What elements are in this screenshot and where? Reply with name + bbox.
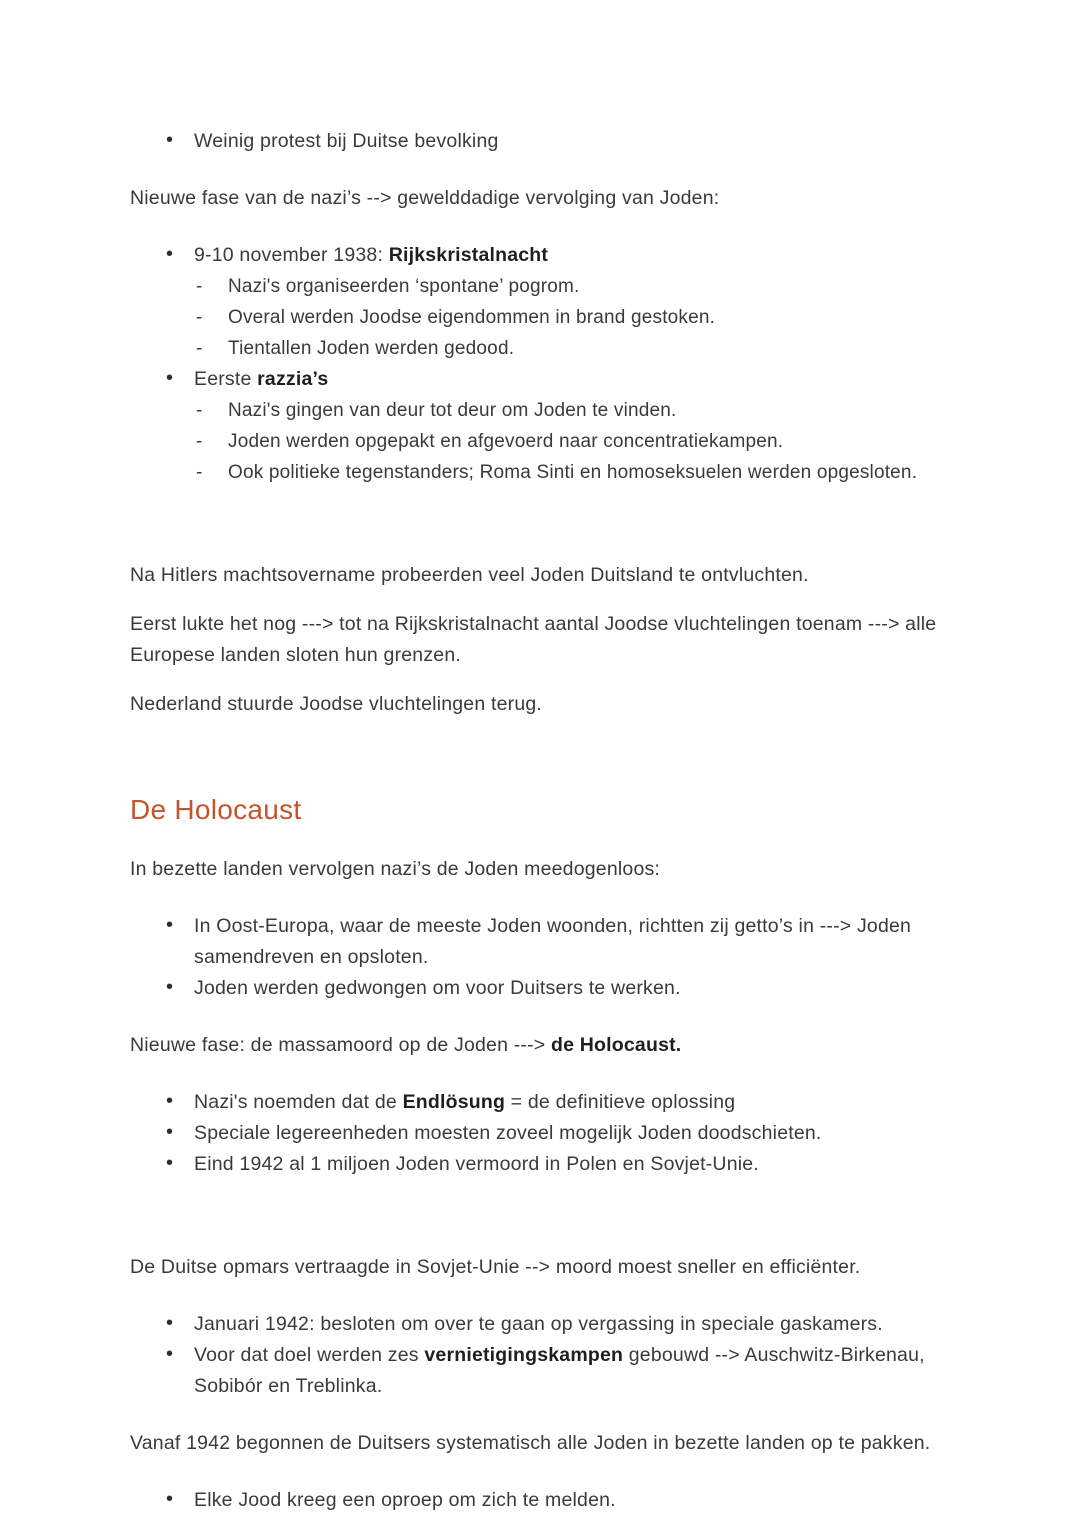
list-item bbox=[130, 1340, 940, 1402]
bullet-list-kristallnacht bbox=[130, 240, 940, 271]
bullet-list-protest bbox=[130, 126, 940, 157]
spacer bbox=[130, 1004, 940, 1030]
spacer bbox=[130, 885, 940, 911]
spacer bbox=[130, 1180, 940, 1252]
list-item: - Ook politieke tegenstanders; Roma Sinti en homoseksuelen werden opgesloten. bbox=[130, 457, 940, 488]
dash-list-kristallnacht bbox=[130, 271, 940, 364]
bullet-list-oproep bbox=[130, 1485, 940, 1516]
spacer bbox=[130, 828, 940, 854]
paragraph-machtsovername: Na Hitlers machtsovername probeerden veel Joden Duitsland te ontvluchten. bbox=[130, 564, 809, 586]
list-item-text: Eerste bbox=[194, 368, 258, 390]
list-item: • Speciale legereenheden moesten zoveel mogelijk Joden doodschieten. bbox=[130, 1118, 940, 1149]
list-item: - Joden werden opgepakt en afgevoerd naar concentratiekampen. bbox=[130, 426, 940, 457]
spacer bbox=[130, 671, 940, 689]
paragraph-eerst-lukte: Eerst lukte het nog ---> tot na Rijkskristalnacht aantal Joodse vluchtelingen toenam ---> alle Europese landen sloten hun grenzen. bbox=[130, 613, 937, 666]
list-item bbox=[130, 364, 940, 395]
spacer bbox=[130, 157, 940, 183]
paragraph-opmars: De Duitse opmars vertraagde in Sovjet-Unie --> moord moest sneller en efficiënter. bbox=[130, 1256, 861, 1278]
emphasis-razzias: razzia’s bbox=[257, 368, 329, 390]
list-item: • Eind 1942 al 1 miljoen Joden vermoord in Polen en Sovjet-Unie. bbox=[130, 1149, 940, 1180]
spacer bbox=[130, 1402, 940, 1428]
emphasis-rijkskristalnacht: Rijkskristalnacht bbox=[388, 244, 549, 266]
list-item: - Nazi's organiseerden ‘spontane’ pogrom. bbox=[130, 271, 940, 302]
list-item: - Nazi's gingen van deur tot deur om Joden te vinden. bbox=[130, 395, 940, 426]
paragraph-massamoord bbox=[130, 1030, 940, 1061]
section-heading-de-holocaust: De Holocaust bbox=[130, 794, 302, 825]
spacer bbox=[130, 1459, 940, 1485]
spacer bbox=[130, 1283, 940, 1309]
paragraph-nederland: Nederland stuurde Joodse vluchtelingen terug. bbox=[130, 693, 543, 715]
dash-list-razzias bbox=[130, 395, 940, 488]
paragraph-nieuwe-fase: Nieuwe fase van de nazi’s --> gewelddadige vervolging van Joden: bbox=[130, 187, 720, 209]
spacer bbox=[130, 591, 940, 609]
document-content bbox=[130, 126, 940, 1516]
spacer bbox=[130, 720, 940, 792]
spacer bbox=[130, 488, 940, 560]
list-item: • Weinig protest bij Duitse bevolking bbox=[130, 126, 940, 157]
spacer bbox=[130, 214, 940, 240]
list-item-text: 9-10 november 1938: bbox=[194, 244, 389, 266]
list-item-text: Voor dat doel werden zes bbox=[194, 1344, 425, 1366]
paragraph-text: Nieuwe fase: de massamoord op de Joden ---> bbox=[130, 1034, 552, 1056]
paragraph-vanaf-1942: Vanaf 1942 begonnen de Duitsers systematisch alle Joden in bezette landen op te pakken. bbox=[130, 1432, 931, 1454]
list-item: • Januari 1942: besloten om over te gaan op vergassing in speciale gaskamers. bbox=[130, 1309, 940, 1340]
list-item-text-tail: gebouwd --> Auschwitz-Birkenau, Sobibór en Treblinka. bbox=[194, 1344, 925, 1397]
emphasis-de-holocaust: de Holocaust. bbox=[551, 1034, 682, 1056]
spacer bbox=[130, 1061, 940, 1087]
list-item-text: Nazi's noemden dat de bbox=[194, 1091, 403, 1113]
list-item: • Elke Jood kreeg een oproep om zich te melden. bbox=[130, 1485, 940, 1516]
paragraph-bezette-landen: In bezette landen vervolgen nazi’s de Joden meedogenloos: bbox=[130, 858, 661, 880]
bullet-list-endlosung bbox=[130, 1087, 940, 1180]
list-item: • In Oost-Europa, waar de meeste Joden woonden, richtten zij getto’s in ---> Joden samendreven en opsloten. bbox=[130, 911, 940, 973]
bullet-list-getto bbox=[130, 911, 940, 1004]
bullet-list-razzias bbox=[130, 364, 940, 395]
bullet-list-vergassing bbox=[130, 1309, 940, 1402]
list-item bbox=[130, 240, 940, 271]
list-item: - Tientallen Joden werden gedood. bbox=[130, 333, 940, 364]
list-item: - Overal werden Joodse eigendommen in brand gestoken. bbox=[130, 302, 940, 333]
emphasis-endlosung: Endlösung bbox=[402, 1091, 506, 1113]
list-item-text-tail: = de definitieve oplossing bbox=[505, 1091, 736, 1113]
list-item: • Joden werden gedwongen om voor Duitsers te werken. bbox=[130, 973, 940, 1004]
list-item bbox=[130, 1087, 940, 1118]
emphasis-vernietigingskampen: vernietigingskampen bbox=[424, 1344, 624, 1366]
